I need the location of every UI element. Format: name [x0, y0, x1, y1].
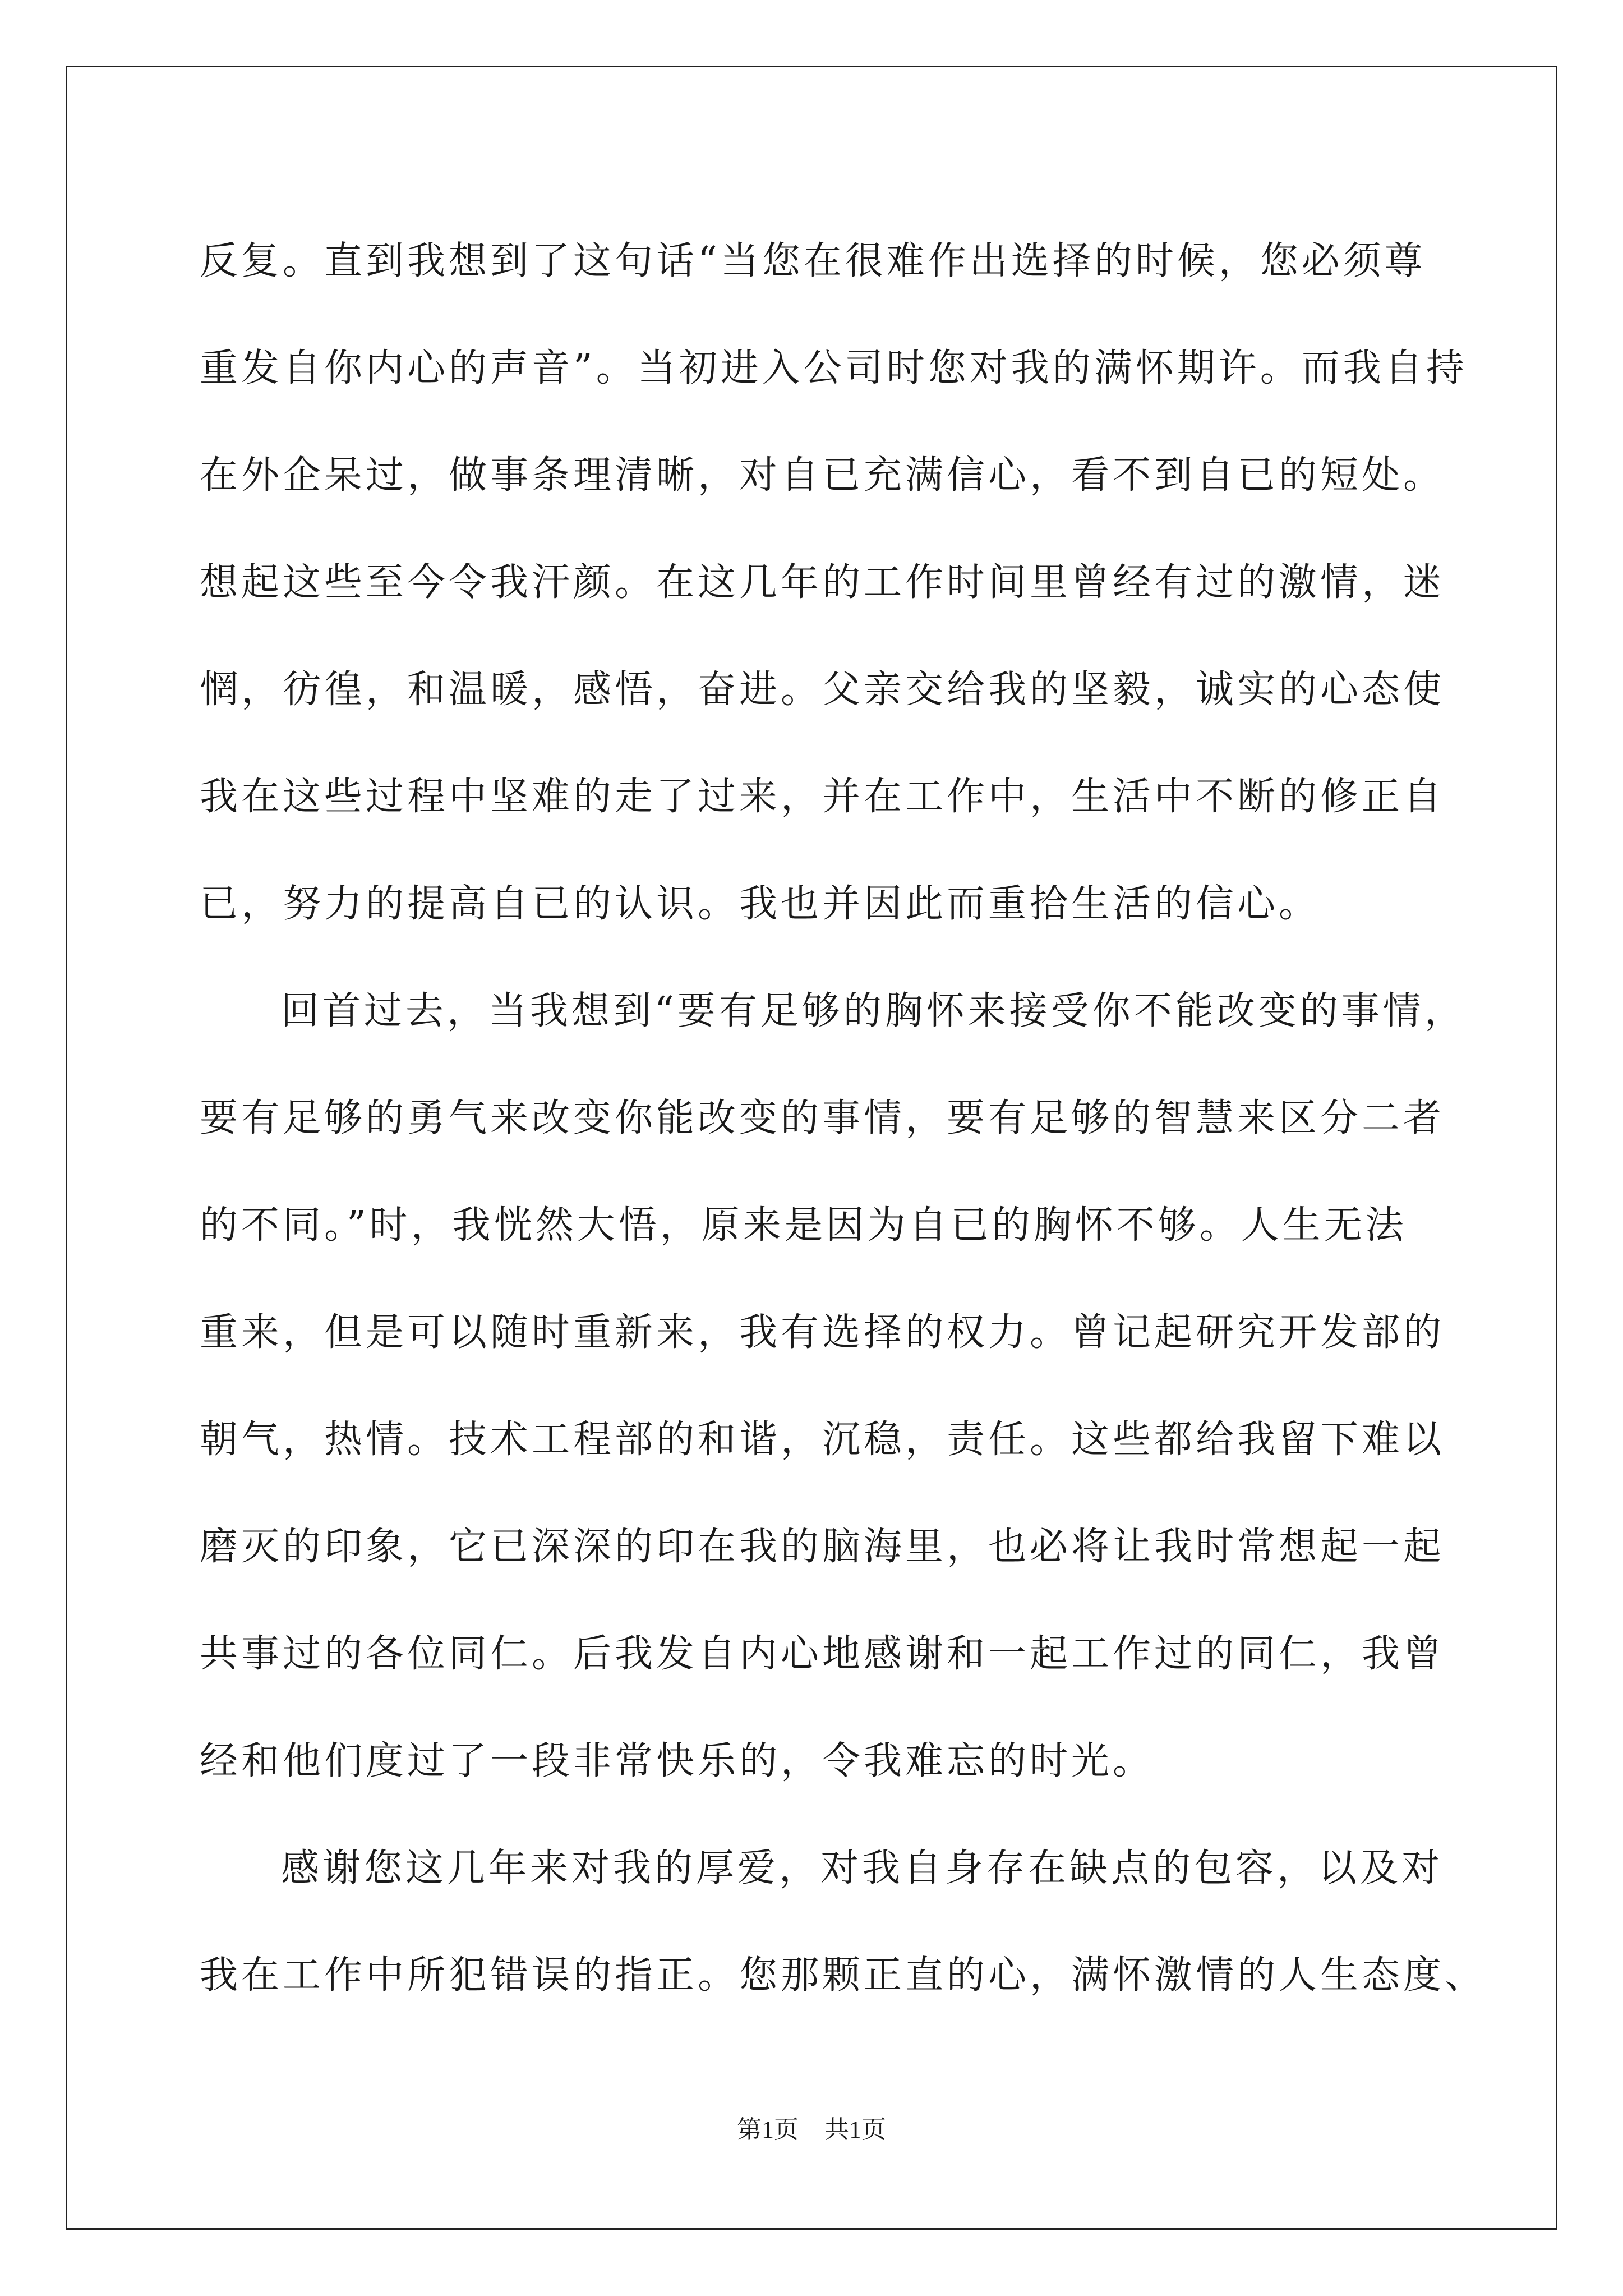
paragraph-first-line: 感谢您这几年来对我的厚爱，对我自身存在缺点的包容，以及对: [281, 1846, 1444, 1890]
text-line: 惘，彷徨，和温暖，感悟，奋进。父亲交给我的坚毅，诚实的心态使: [200, 668, 1445, 712]
text-line: 已，努力的提高自已的认识。我也并因此而重拾生活的信心。: [200, 882, 1321, 926]
text-line: 我在工作中所犯错误的指正。您那颗正直的心，满怀激情的人生态度、: [200, 1953, 1487, 1998]
text-line: 重发自你内心的声音”。当初进入公司时您对我的满怀期许。而我自持: [200, 346, 1468, 390]
text-line: 共事过的各位同仁。后我发自内心地感谢和一起工作过的同仁，我曾: [200, 1632, 1445, 1676]
paragraph-first-line: 回首过去，当我想到“要有足够的胸怀来接受你不能改变的事情，: [281, 989, 1466, 1033]
text-line: 磨灭的印象，它已深深的印在我的脑海里，也必将让我时常想起一起: [200, 1525, 1445, 1569]
text-line: 的不同。”时，我恍然大悟，原来是因为自已的胸怀不够。人生无法: [200, 1203, 1407, 1248]
text-line: 朝气，热情。技术工程部的和谐，沉稳，责任。这些都给我留下难以: [200, 1418, 1445, 1462]
text-line: 反复。直到我想到了这句话“当您在很难作出选择的时候，您必须尊: [200, 239, 1426, 283]
text-line: 我在这些过程中坚难的走了过来，并在工作中，生活中不断的修正自: [200, 775, 1445, 819]
text-line: 经和他们度过了一段非常快乐的，令我难忘的时光。: [200, 1739, 1155, 1783]
total-pages: 共1页: [824, 2116, 886, 2143]
page-footer: [0, 2109, 1623, 2145]
text-line: 在外企呆过，做事条理清晰，对自已充满信心，看不到自已的短处。: [200, 453, 1445, 498]
document-body: [200, 208, 1487, 2029]
text-line: 重来，但是可以随时重新来，我有选择的权力。曾记起研究开发部的: [200, 1310, 1445, 1355]
text-line: 想起这些至今令我汗颜。在这几年的工作时间里曾经有过的激情，迷: [200, 560, 1445, 605]
page-number: 第1页: [737, 2116, 799, 2143]
text-line: 要有足够的勇气来改变你能改变的事情，要有足够的智慧来区分二者: [200, 1096, 1445, 1140]
